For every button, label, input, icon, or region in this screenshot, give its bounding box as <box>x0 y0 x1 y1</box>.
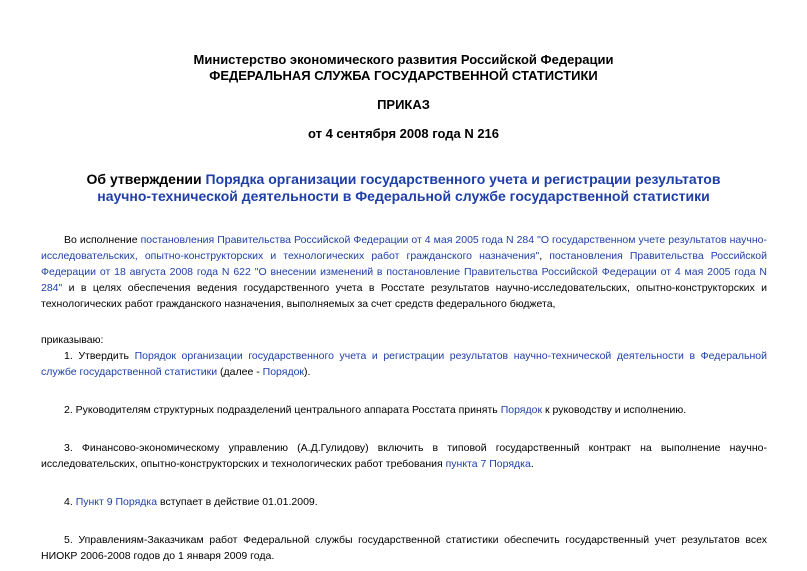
link-resolution-284[interactable]: постановления Правительства Российской Федерации от 4 мая 2005 года N 284 "О государственном учете результатов научно-исследовательских, опытно-конструкторских и технологических работ гражданского назначения" <box>41 234 767 262</box>
title-link-part2[interactable]: научно-технической деятельности в Федеральной службе государственной статистики <box>97 188 710 204</box>
item-5-text-1: 5. Управлениям-Заказчикам работ Федеральной службы государственной статистики обеспечить государственный учет результатов всех НИОКР 2006-2008 годов до 1 января 2009 года. <box>41 534 767 562</box>
item-3-text-1: 3. Финансово-экономическому управлению (А.Д.Гулидову) включить в типовой государственный контракт на выполнение научно-исследовательских, опытно-конструкторских и технологических работ требования <box>41 442 767 470</box>
item-2-text-2: к руководству и исполнению. <box>542 404 687 416</box>
doc-title-line1 <box>0 171 807 188</box>
link-point-9[interactable]: Пункт 9 Порядка <box>75 496 158 508</box>
item-1-text-1: 1. Утвердить <box>64 350 135 362</box>
item-2-paragraph <box>41 402 767 418</box>
item-4-text-2: вступает в действие 01.01.2009. <box>157 496 318 508</box>
doc-title-line2 <box>0 188 807 205</box>
item-3-paragraph <box>41 440 767 472</box>
link-procedure-full[interactable]: Порядок организации государственного учета и регистрации результатов научно-технической деятельности в Федеральной службе государственной статистики <box>41 350 767 378</box>
preamble-text-1: Во исполнение <box>64 234 141 246</box>
doc-type: ПРИКАЗ <box>377 97 430 112</box>
link-resolution-622[interactable]: постановления Правительства Российской Федерации от 18 августа 2008 года N 622 "О внесении изменений в постановление Правительства Российской Федерации от 4 мая 2005 года N 284" <box>41 250 767 294</box>
link-point-7[interactable]: пункта 7 Порядка <box>445 458 531 470</box>
title-prefix: Об утверждении <box>86 171 206 187</box>
title-link-part1[interactable]: Порядка организации государственного учета и регистрации результатов <box>205 171 721 187</box>
preamble-text-3: и в целях обеспечения ведения государственного учета в Росстате результатов научно-исследовательских, опытно-конструкторских и технологических работ гражданского назначения, выполняемых за счет средств федерального бюджета, <box>41 282 767 310</box>
item-5-paragraph <box>41 532 767 564</box>
service-name: ФЕДЕРАЛЬНАЯ СЛУЖБА ГОСУДАРСТВЕННОЙ СТАТИСТИКИ <box>209 68 598 83</box>
link-procedure-short[interactable]: Порядок <box>262 366 305 378</box>
ministry-name: Министерство экономического развития Российской Федерации <box>193 52 614 67</box>
item-4-paragraph <box>41 494 767 510</box>
doc-date: от 4 сентября 2008 года N 216 <box>307 126 500 141</box>
preamble-text-2: , <box>539 250 550 262</box>
item-1-text-3: ). <box>304 366 311 378</box>
item-1-paragraph <box>41 348 767 380</box>
item-1-text-2: (далее - <box>217 366 263 378</box>
preamble-paragraph <box>41 232 767 312</box>
item-3-text-2: . <box>530 458 534 470</box>
order-word: приказываю: <box>41 334 104 346</box>
item-4-text-1: 4. <box>64 496 76 508</box>
document-body <box>41 232 767 564</box>
link-procedure-item2[interactable]: Порядок <box>500 404 543 416</box>
item-2-text-1: 2. Руководителям структурных подразделений центрального аппарата Росстата принять <box>64 404 501 416</box>
